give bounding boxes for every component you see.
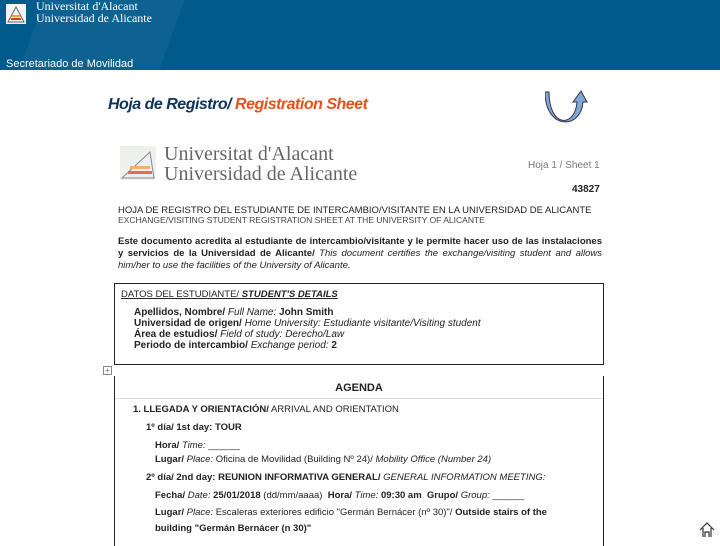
- student-details-box: [114, 283, 604, 365]
- document-number: 43827: [572, 184, 600, 195]
- university-name: Universitat d'Alacant Universidad de Alicante: [36, 0, 152, 25]
- university-logo: [6, 4, 26, 24]
- day1-time: Hora/ Time: ______: [155, 440, 240, 451]
- day1-place: Lugar/ Place: Oficina de Movilidad (Building Nº 24)/ Mobility Office (Number 24): [155, 454, 492, 465]
- agenda-title: AGENDA: [335, 382, 383, 394]
- student-details-heading: DATOS DEL ESTUDIANTE/ STUDENT'S DETAILS: [121, 289, 338, 300]
- return-arrow-icon[interactable]: [545, 88, 589, 129]
- agenda-box: [114, 376, 604, 546]
- document-logo: [120, 146, 156, 180]
- intro-text: Este documento acredita al estudiante de intercambio/visitante y le permite hacer uso de las instalaciones y servicios de la Universidad de Alicante/ This document certifies the exchange/visiting student and allows him/her to use the facilities of the University of Alicante.: [118, 236, 602, 271]
- sheet-number: Hoja 1 / Sheet 1: [528, 160, 600, 171]
- document-university-name: Universitat d'Alacant Universidad de Alicante: [164, 143, 358, 185]
- heading-es: HOJA DE REGISTRO DEL ESTUDIANTE DE INTERCAMBIO/VISITANTE EN LA UNIVERSIDAD DE ALICANTE: [118, 205, 592, 216]
- department-name: Secretariado de Movilidad: [6, 58, 134, 70]
- table-move-handle-icon[interactable]: +: [103, 366, 112, 375]
- day2-place: Lugar/ Place: Escaleras exteriores edificio "Germán Bernácer (nº 30)"/ Outside stairs of the: [155, 507, 547, 518]
- registration-document: [105, 140, 604, 540]
- day2-title: 2º día/ 2nd day: REUNION INFORMATIVA GENERAL/ GENERAL INFORMATION MEETING:: [146, 472, 546, 483]
- heading-en: EXCHANGE/VISITING STUDENT REGISTRATION SHEET AT THE UNIVERSITY OF ALICANTE: [118, 215, 485, 225]
- day2-date-time: Fecha/ Date: 25/01/2018 (dd/mm/aaaa) Hora/ Time: 09:30 am Grupo/ Group: ______: [155, 490, 525, 501]
- day1-title: 1º día/ 1st day: TOUR: [146, 422, 242, 433]
- page-title: Hoja de Registro/ Registration Sheet: [108, 96, 368, 113]
- student-details-list: Apellidos, Nombre/ Full Name: John Smith Universidad de origen/ Home University: Estudiante visitante/Visiting student Área de estudios/ Field of study: Derecho/Law Periodo de intercambio/ Exchange period: 2: [134, 307, 481, 351]
- day2-place-cont: building "Germán Bernácer (n 30)": [155, 523, 312, 534]
- header-banner: [0, 0, 720, 70]
- section-arrival: 1. LLEGADA Y ORIENTACIÓN/ ARRIVAL AND ORIENTATION: [133, 404, 399, 415]
- divider: [115, 398, 603, 399]
